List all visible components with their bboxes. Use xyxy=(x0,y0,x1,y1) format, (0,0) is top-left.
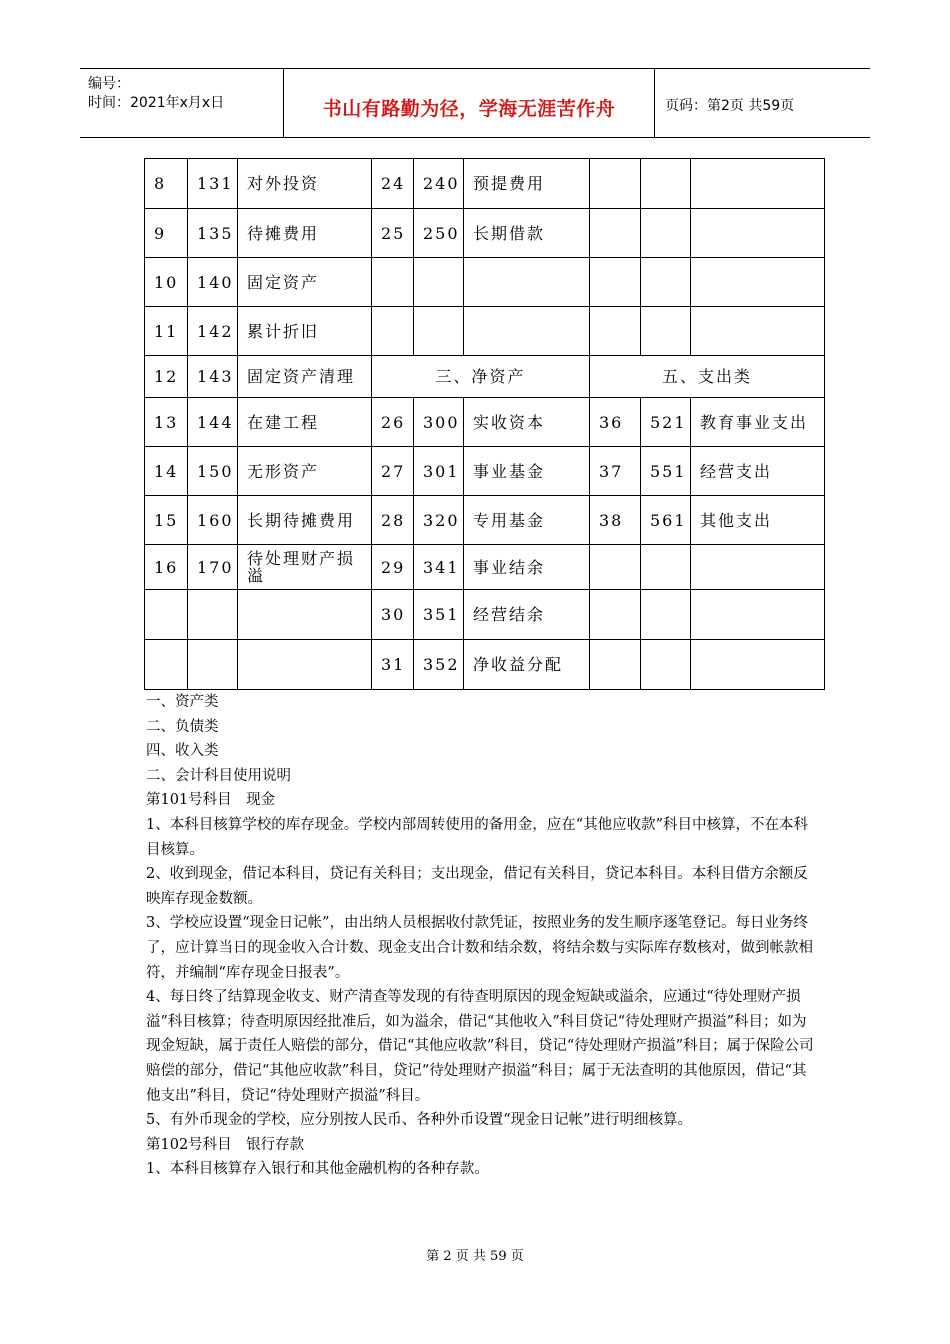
table-cell: 对外投资 xyxy=(238,159,372,209)
table-cell: 38 xyxy=(590,496,641,545)
table-cell: 13 xyxy=(145,398,188,447)
table-row xyxy=(145,545,825,590)
paragraph: 1、本科目核算学校的库存现金。学校内部周转使用的备用金，应在“其他应收款”科目中核算，不在本科目核算。 xyxy=(146,816,809,858)
body-text xyxy=(146,690,814,1182)
header-motto: 书山有路勤为径，学海无涯苦作舟 xyxy=(322,98,616,120)
table-cell xyxy=(590,590,641,640)
accounts-table xyxy=(144,158,825,690)
paragraph: 第102号科目 银行存款 xyxy=(146,1136,305,1153)
table-cell: 144 xyxy=(188,398,238,447)
table-cell xyxy=(691,545,825,590)
table-cell: 教育事业支出 xyxy=(691,398,825,447)
table-cell xyxy=(372,307,414,356)
paragraph: 一、资产类 xyxy=(146,694,219,710)
table-cell: 551 xyxy=(641,447,691,496)
paragraph: 二、负债类 xyxy=(146,718,219,735)
table-cell: 24 xyxy=(372,159,414,209)
table-cell: 301 xyxy=(414,447,464,496)
table-cell xyxy=(641,307,691,356)
table-cell: 事业结余 xyxy=(464,545,590,590)
table-cell: 135 xyxy=(188,209,238,258)
table-cell xyxy=(590,545,641,590)
table-cell: 140 xyxy=(188,258,238,307)
paragraph: 4、每日终了结算现金收支、财产清查等发现的有待查明原因的现金短缺或溢余，应通过“待处理财产损溢”科目核算；待查明原因经批准后，如为溢余，借记“其他收入”科目贷记“待处理财产损溢”科目；如为现金短缺，属于责任人赔偿的部分，借记“其他应收款”科目，贷记“待处理财产损溢”科目；属于保险公司赔偿的部分，借记“其他应收款”科目，贷记“待处理财产损溢”科目；属于无法查明的其他原因，借记“其他支出”科目，贷记“待处理财产损溢”科目。 xyxy=(146,989,814,1104)
table-cell xyxy=(145,590,188,640)
table-cell: 27 xyxy=(372,447,414,496)
table-cell xyxy=(590,159,641,209)
table-cell xyxy=(188,590,238,640)
table-cell: 固定资产 xyxy=(238,258,372,307)
table-cell: 320 xyxy=(414,496,464,545)
table-cell: 14 xyxy=(145,447,188,496)
paragraph: 5、有外币现金的学校，应分别按人民币、各种外币设置“现金日记帐”进行明细核算。 xyxy=(146,1112,693,1129)
table-cell: 521 xyxy=(641,398,691,447)
paragraph: 四、收入类 xyxy=(146,743,219,760)
table-cell: 25 xyxy=(372,209,414,258)
table-cell: 131 xyxy=(188,159,238,209)
table-cell xyxy=(641,159,691,209)
table-cell: 实收资本 xyxy=(464,398,590,447)
table-cell: 长期待摊费用 xyxy=(238,496,372,545)
paragraph: 第101号科目 现金 xyxy=(146,792,276,809)
table-cell xyxy=(188,640,238,690)
table-cell xyxy=(464,258,590,307)
table-cell xyxy=(372,258,414,307)
table-cell xyxy=(691,209,825,258)
section-heading-cell: 五、支出类 xyxy=(590,356,825,398)
table-cell xyxy=(414,307,464,356)
table-cell: 累计折旧 xyxy=(238,307,372,356)
table-cell: 170 xyxy=(188,545,238,590)
table-cell xyxy=(641,545,691,590)
table-cell: 341 xyxy=(414,545,464,590)
table-cell xyxy=(238,590,372,640)
table-cell: 36 xyxy=(590,398,641,447)
table-cell: 固定资产清理 xyxy=(238,356,372,398)
paragraph: 2、收到现金，借记本科目，贷记有关科目；支出现金，借记有关科目，贷记本科目。本科目借方余额反映库存现金数额。 xyxy=(146,866,808,907)
table-cell: 300 xyxy=(414,398,464,447)
document-date-label: 时间：2021年x月x日 xyxy=(88,95,225,111)
table-cell: 250 xyxy=(414,209,464,258)
table-row xyxy=(145,447,825,496)
accounts-table-body xyxy=(145,159,825,690)
table-cell: 240 xyxy=(414,159,464,209)
table-cell: 在建工程 xyxy=(238,398,372,447)
table-cell xyxy=(641,640,691,690)
table-cell: 待摊费用 xyxy=(238,209,372,258)
paragraph: 3、学校应设置“现金日记帐”，由出纳人员根据收付款凭证，按照业务的发生顺序逐笔登记。每日业务终了，应计算当日的现金收入合计数、现金支出合计数和结余数，将结余数与实际库存数核对，做到帐款相符，并编制“库存现金日报表”。 xyxy=(146,915,813,981)
table-cell xyxy=(641,590,691,640)
table-cell: 长期借款 xyxy=(464,209,590,258)
table-cell: 37 xyxy=(590,447,641,496)
table-row xyxy=(145,398,825,447)
table-cell: 事业基金 xyxy=(464,447,590,496)
table-cell: 经营支出 xyxy=(691,447,825,496)
table-cell: 150 xyxy=(188,447,238,496)
table-cell xyxy=(464,307,590,356)
table-cell: 160 xyxy=(188,496,238,545)
table-cell: 143 xyxy=(188,356,238,398)
table-row xyxy=(145,307,825,356)
table-cell: 15 xyxy=(145,496,188,545)
table-row xyxy=(145,356,825,398)
table-cell: 30 xyxy=(372,590,414,640)
table-row xyxy=(145,159,825,209)
table-cell: 351 xyxy=(414,590,464,640)
table-row xyxy=(145,590,825,640)
paragraph: 1、本科目核算存入银行和其他金融机构的各种存款。 xyxy=(146,1161,489,1178)
table-cell: 26 xyxy=(372,398,414,447)
header-motto-cell xyxy=(284,69,655,137)
table-cell: 16 xyxy=(145,545,188,590)
page-header xyxy=(80,68,870,138)
table-cell: 10 xyxy=(145,258,188,307)
table-cell xyxy=(691,590,825,640)
table-cell xyxy=(590,307,641,356)
table-row xyxy=(145,209,825,258)
section-heading-cell: 三、净资产 xyxy=(372,356,590,398)
header-meta-cell xyxy=(80,69,284,137)
table-cell: 净收益分配 xyxy=(464,640,590,690)
table-cell xyxy=(641,258,691,307)
table-cell xyxy=(691,307,825,356)
table-cell: 142 xyxy=(188,307,238,356)
table-cell xyxy=(590,258,641,307)
table-cell xyxy=(691,258,825,307)
table-cell: 8 xyxy=(145,159,188,209)
table-cell: 无形资产 xyxy=(238,447,372,496)
table-cell xyxy=(414,258,464,307)
table-row xyxy=(145,496,825,545)
header-page-info: 页码：第2页 共59页 xyxy=(665,98,795,114)
document-number-label: 编号： xyxy=(88,76,130,92)
table-row xyxy=(145,640,825,690)
table-cell: 专用基金 xyxy=(464,496,590,545)
table-cell: 31 xyxy=(372,640,414,690)
table-cell: 9 xyxy=(145,209,188,258)
table-cell xyxy=(145,640,188,690)
table-cell: 待处理财产损溢 xyxy=(238,545,372,590)
table-cell: 预提费用 xyxy=(464,159,590,209)
table-cell xyxy=(691,159,825,209)
table-cell xyxy=(691,640,825,690)
paragraph: 二、会计科目使用说明 xyxy=(146,767,291,784)
table-cell: 352 xyxy=(414,640,464,690)
table-cell: 561 xyxy=(641,496,691,545)
page-footer: 第 2 页 共 59 页 xyxy=(426,1249,524,1264)
table-cell xyxy=(641,209,691,258)
table-cell xyxy=(238,640,372,690)
table-cell: 12 xyxy=(145,356,188,398)
table-cell: 11 xyxy=(145,307,188,356)
table-cell: 29 xyxy=(372,545,414,590)
header-page-cell xyxy=(655,69,870,137)
table-cell: 其他支出 xyxy=(691,496,825,545)
table-cell: 28 xyxy=(372,496,414,545)
table-cell: 经营结余 xyxy=(464,590,590,640)
table-cell xyxy=(590,209,641,258)
table-cell xyxy=(590,640,641,690)
table-row xyxy=(145,258,825,307)
